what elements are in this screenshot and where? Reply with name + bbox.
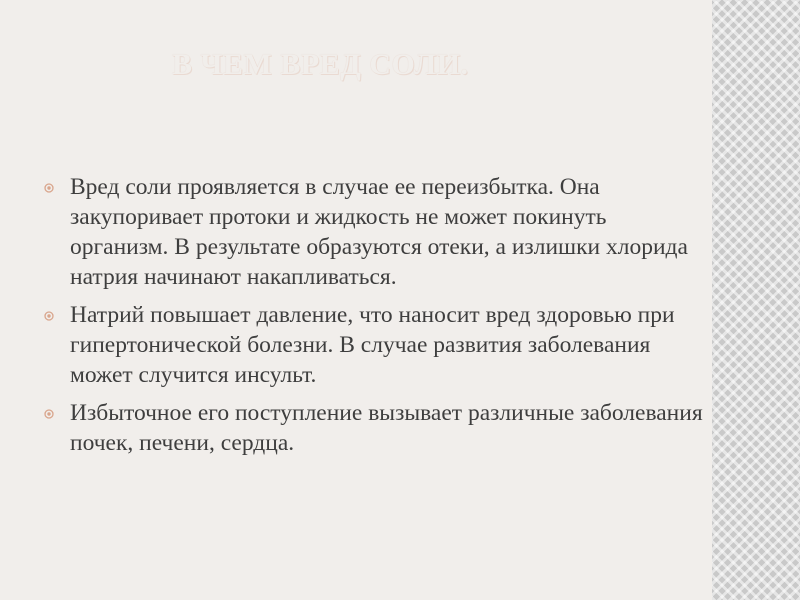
- bullet-list: [44, 172, 708, 466]
- bullet-item: [44, 398, 708, 458]
- bullet-ring-icon: [44, 183, 54, 193]
- bullet-ring-icon: [44, 311, 54, 321]
- bullet-item: [44, 300, 708, 390]
- bullet-text: Избыточное его поступление вызывает различные заболевания почек, печени, сердца.: [70, 400, 703, 456]
- bullet-ring-icon: [44, 409, 54, 419]
- bullet-item: [44, 172, 708, 292]
- bullet-text: Натрий повышает давление, что наносит вред здоровью при гипертонической болезни. В случае развития заболевания может случится инсульт.: [70, 302, 675, 388]
- decorative-side-band: [712, 0, 800, 600]
- slide-title: В ЧЕМ ВРЕД СОЛИ.: [172, 48, 469, 81]
- bullet-text: Вред соли проявляется в случае ее переизбытка. Она закупоривает протоки и жидкость не может покинуть организм. В результате образуются отеки, а излишки хлорида натрия начинают накапливаться.: [70, 174, 688, 290]
